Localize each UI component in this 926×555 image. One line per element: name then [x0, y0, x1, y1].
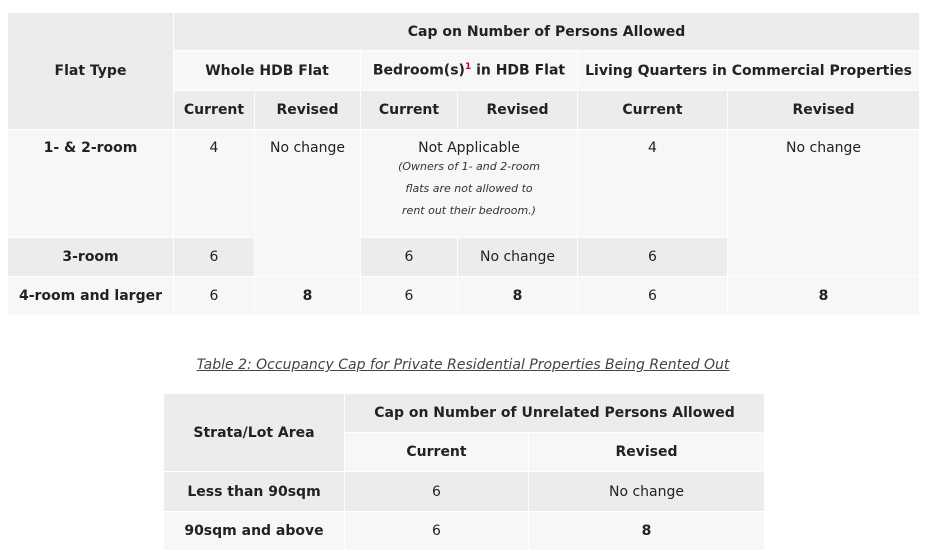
table-2-caption: Table 2: Occupancy Cap for Private Residential Properties Being Rented Out	[196, 357, 730, 373]
bedroom-header-suffix: in HDB Flat	[471, 62, 566, 79]
cell: No change	[458, 238, 578, 277]
cell: 6	[361, 277, 458, 316]
whole-revised-header: Revised	[255, 91, 361, 130]
cell: 4	[174, 130, 255, 238]
cell: 6	[174, 238, 255, 277]
cell: 4	[578, 130, 728, 238]
row-label: Less than 90sqm	[164, 472, 345, 512]
row-label: 4-room and larger	[8, 277, 174, 316]
bedroom-note-line-1: (Owners of 1- and 2-room	[398, 160, 540, 173]
hdb-occupancy-table	[8, 13, 920, 316]
table-row	[8, 277, 920, 316]
bedroom-header-text: Bedroom(s)	[372, 62, 465, 79]
cell: 6	[174, 277, 255, 316]
bedroom-revised-header: Revised	[458, 91, 578, 130]
unrelated-cap-header: Cap on Number of Unrelated Persons Allowed	[345, 394, 765, 433]
cell: 6	[578, 277, 728, 316]
cell: 6	[578, 238, 728, 277]
whole-flat-header: Whole HDB Flat	[174, 51, 361, 91]
cell: No change	[255, 130, 361, 277]
not-applicable-text: Not Applicable	[418, 140, 520, 156]
cell: 8	[458, 277, 578, 316]
cap-header: Cap on Number of Persons Allowed	[174, 13, 920, 51]
table-row	[164, 472, 765, 512]
cell: 6	[345, 512, 529, 551]
cell: 8	[728, 277, 920, 316]
current-header: Current	[345, 433, 529, 472]
row-label: 1- & 2-room	[8, 130, 174, 238]
cell: 6	[361, 238, 458, 277]
living-quarters-header: Living Quarters in Commercial Properties	[578, 51, 920, 91]
footnote-marker: 1	[464, 62, 472, 73]
revised-header: Revised	[529, 433, 765, 472]
bedroom-current-header: Current	[361, 91, 458, 130]
cell: 8	[255, 277, 361, 316]
cell: No change	[529, 472, 765, 512]
bedroom-note-line-3: rent out their bedroom.)	[402, 204, 536, 217]
cell: 6	[345, 472, 529, 512]
row-label: 3-room	[8, 238, 174, 277]
table-row	[8, 130, 920, 238]
living-revised-header: Revised	[728, 91, 920, 130]
whole-current-header: Current	[174, 91, 255, 130]
flat-type-header: Flat Type	[8, 13, 174, 130]
living-current-header: Current	[578, 91, 728, 130]
cell: No change	[728, 130, 920, 277]
bedroom-note-line-2: flats are not allowed to	[405, 182, 533, 195]
bedroom-header	[361, 51, 578, 91]
table-row	[164, 512, 765, 551]
not-applicable-cell	[361, 130, 578, 238]
cell: 8	[529, 512, 765, 551]
private-occupancy-table	[164, 394, 765, 551]
area-header: Strata/Lot Area	[164, 394, 345, 472]
row-label: 90sqm and above	[164, 512, 345, 551]
